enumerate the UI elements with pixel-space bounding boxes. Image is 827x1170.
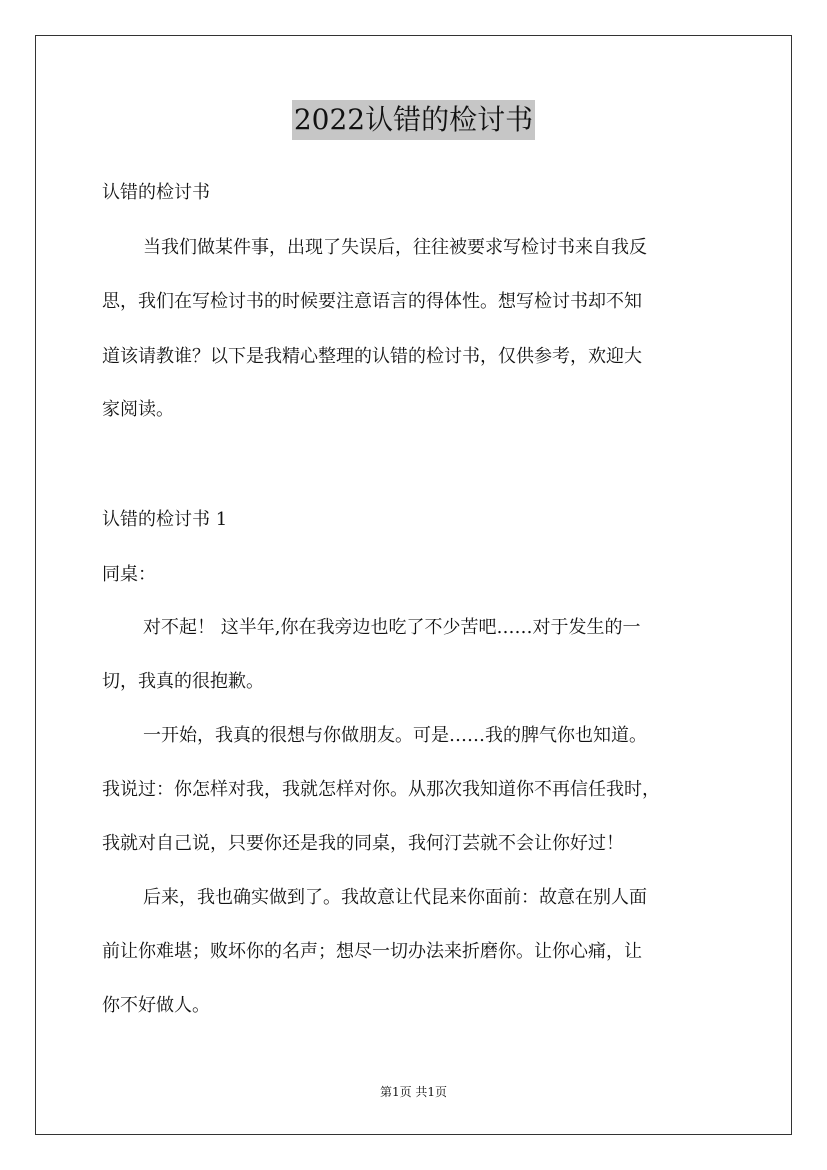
paragraph-line: 我就对自己说，只要你还是我的同桌，我何汀芸就不会让你好过！ (102, 833, 624, 854)
paragraph-line: 道该请教谁？以下是我精心整理的认错的检讨书，仅供参考，欢迎大 (102, 346, 642, 367)
paragraph-line: 前让你难堪；败坏你的名声；想尽一切办法来折磨你。让你心痛，让 (102, 941, 642, 962)
paragraph-line: 一开始，我真的很想与你做朋友。可是……我的脾气你也知道。 (143, 725, 647, 746)
section-heading-1: 认错的检讨书 1 (102, 509, 228, 530)
paragraph-line: 家阅读。 (102, 399, 174, 420)
paragraph-line: 当我们做某件事，出现了失误后，往往被要求写检讨书来自我反 (143, 237, 647, 258)
paragraph-line: 后来，我也确实做到了。我故意让代昆来你面前：故意在别人面 (143, 887, 647, 908)
paragraph-line: 你不好做人。 (102, 995, 210, 1016)
title-container (0, 100, 827, 140)
paragraph-line: 切，我真的很抱歉。 (102, 671, 264, 692)
document-title: 2022认错的检讨书 (292, 100, 535, 140)
salutation: 同桌： (102, 564, 156, 585)
page-number-footer: 第1页 共1页 (379, 1085, 448, 1099)
paragraph-line: 对不起！ 这半年,你在我旁边也吃了不少苦吧……对于发生的一 (143, 617, 641, 638)
paragraph-line: 我说过：你怎样对我，我就怎样对你。从那次我知道你不再信任我时， (102, 779, 660, 800)
paragraph-line: 思，我们在写检讨书的时候要注意语言的得体性。想写检讨书却不知 (102, 291, 642, 312)
section-heading-intro: 认错的检讨书 (102, 182, 210, 203)
